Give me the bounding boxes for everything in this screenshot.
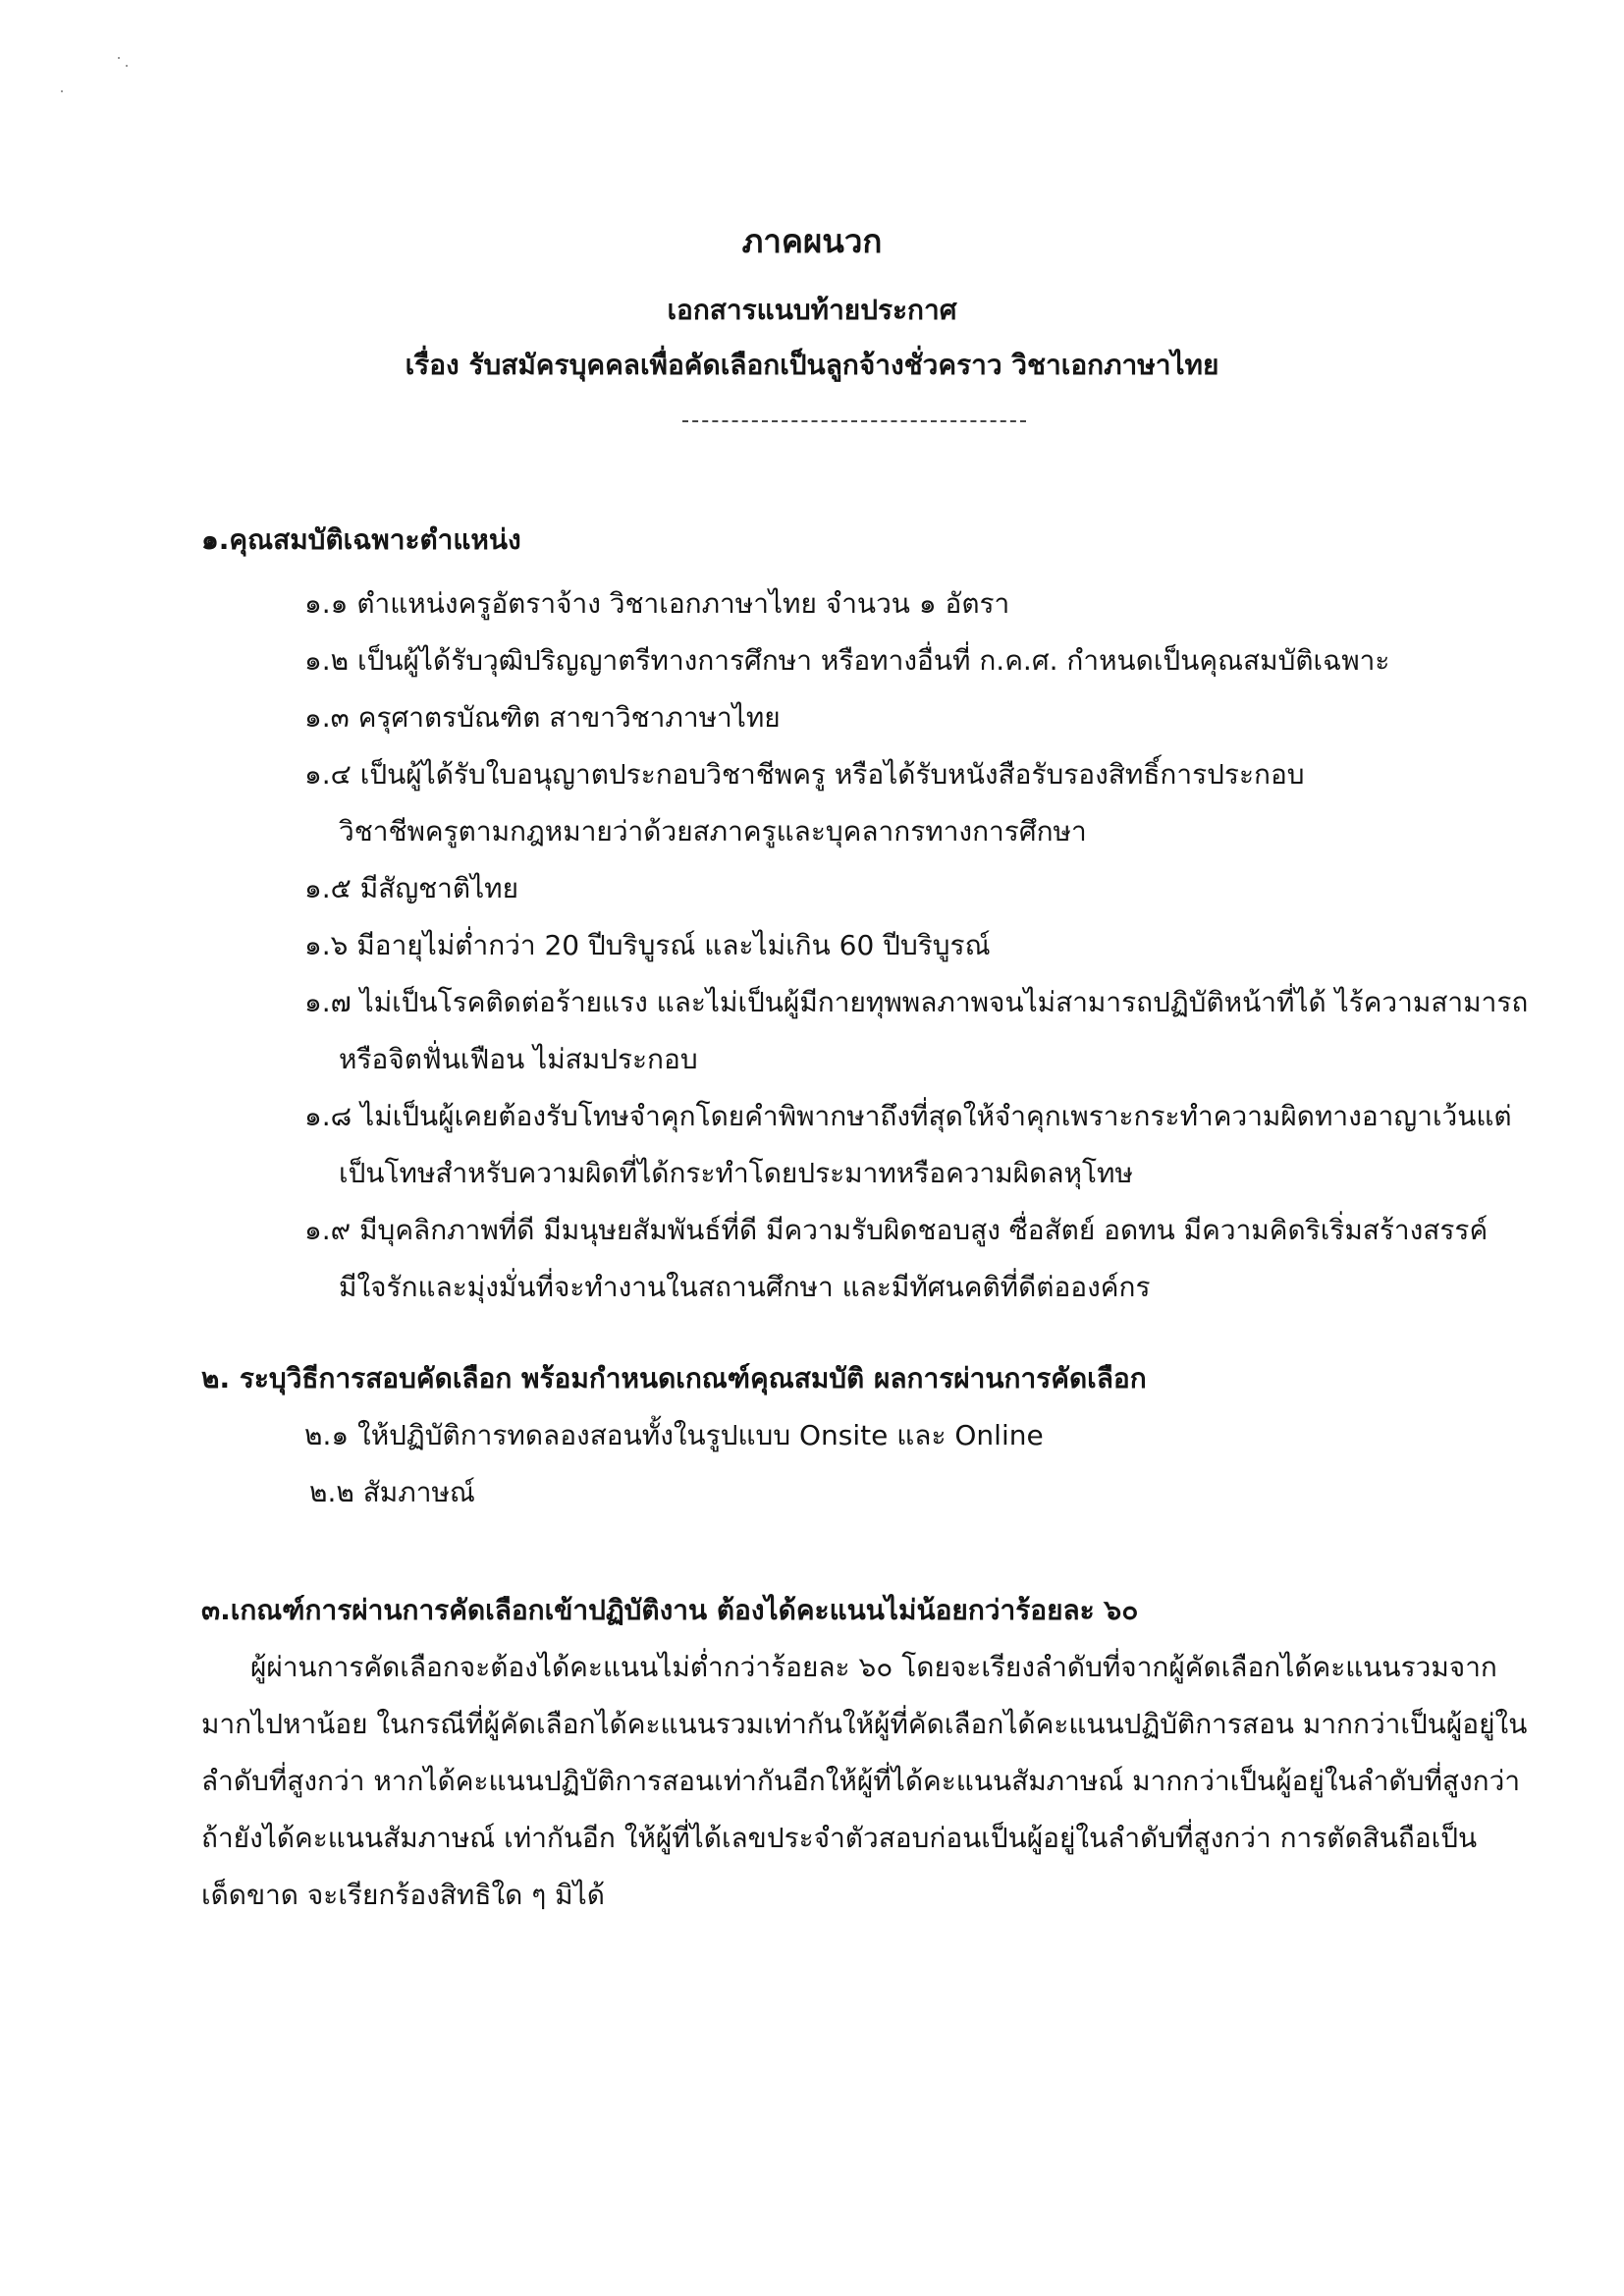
- paragraph-line: เด็ดขาด จะเรียกร้องสิทธิใด ๆ มิได้: [201, 1879, 605, 1911]
- document-subtitle: เอกสารแนบท้ายประกาศ: [667, 294, 957, 326]
- document-subject: เรื่อง รับสมัครบุคคลเพื่อคัดเลือกเป็นลูกจ้างชั่วคราว วิชาเอกภาษาไทย: [405, 349, 1219, 381]
- scan-speck: [118, 57, 120, 59]
- list-item: ๒.๑ ให้ปฏิบัติการทดลองสอนทั้งในรูปแบบ Onsite และ Online: [304, 1419, 1044, 1451]
- document-title: ภาคผนวก: [741, 222, 883, 260]
- list-item: ๑.๙ มีบุคลิกภาพที่ดี มีมนุษยสัมพันธ์ที่ดี มีความรับผิดชอบสูง ซื่อสัตย์ อดทน มีความคิดริเริ่มสร้างสรรค์: [304, 1214, 1489, 1246]
- list-item: ๑.๗ ไม่เป็นโรคติดต่อร้ายแรง และไม่เป็นผู้มีกายทุพพลภาพจนไม่สามารถปฏิบัติหน้าที่ได้ ไร้ความสามารถ: [304, 986, 1529, 1018]
- list-item: ๑.๕ มีสัญชาติไทย: [304, 872, 519, 904]
- list-item-continuation: เป็นโทษสำหรับความผิดที่ได้กระทำโดยประมาทหรือความผิดลหุโทษ: [339, 1157, 1133, 1189]
- paragraph-line: ลำดับที่สูงกว่า หากได้คะแนนปฏิบัติการสอนเท่ากันอีกให้ผู้ที่ได้คะแนนสัมภาษณ์ มากกว่าเป็นผู้อยู่ในลำดับที่สูงกว่า: [201, 1765, 1521, 1797]
- paragraph-line: ถ้ายังได้คะแนนสัมภาษณ์ เท่ากันอีก ให้ผู้ที่ได้เลขประจำตัวสอบก่อนเป็นผู้อยู่ในลำดับที่สูงกว่า การตัดสินถือเป็น: [201, 1822, 1478, 1854]
- list-item-continuation: มีใจรักและมุ่งมั่นที่จะทำงานในสถานศึกษา และมีทัศนคติที่ดีต่อองค์กร: [339, 1271, 1151, 1303]
- list-item-continuation: หรือจิตฟั่นเฟือน ไม่สมประกอบ: [339, 1043, 698, 1075]
- paragraph-line: ผู้ผ่านการคัดเลือกจะต้องได้คะแนนไม่ต่ำกว่าร้อยละ ๖๐ โดยจะเรียงลำดับที่จากผู้คัดเลือกได้คะแนนรวมจาก: [250, 1651, 1497, 1683]
- title-divider: [682, 420, 1026, 422]
- list-item: ๑.๒ เป็นผู้ได้รับวุฒิปริญญาตรีทางการศึกษา หรือทางอื่นที่ ก.ค.ศ. กำหนดเป็นคุณสมบัติเฉพาะ: [304, 644, 1390, 677]
- list-item: ๑.๘ ไม่เป็นผู้เคยต้องรับโทษจำคุกโดยคำพิพากษาถึงที่สุดให้จำคุกเพราะกระทำความผิดทางอาญาเว้นแต่: [304, 1100, 1512, 1132]
- section-1-heading: ๑.คุณสมบัติเฉพาะตำแหน่ง: [201, 523, 521, 556]
- list-item: ๑.๖ มีอายุไม่ต่ำกว่า 20 ปีบริบูรณ์ และไม่เกิน 60 ปีบริบูรณ์: [304, 929, 991, 961]
- paragraph-line: มากไปหาน้อย ในกรณีที่ผู้คัดเลือกได้คะแนนรวมเท่ากันให้ผู้ที่คัดเลือกได้คะแนนปฏิบัติการสอน มากกว่าเป็นผู้อยู่ใน: [201, 1708, 1528, 1740]
- list-item: ๒.๒ สัมภาษณ์: [309, 1476, 475, 1508]
- list-item: ๑.๑ ตำแหน่งครูอัตราจ้าง วิชาเอกภาษาไทย จำนวน ๑ อัตรา: [304, 587, 1010, 620]
- list-item: ๑.๓ ครุศาตรบัณฑิต สาขาวิชาภาษาไทย: [304, 701, 781, 734]
- list-item: ๑.๔ เป็นผู้ได้รับใบอนุญาตประกอบวิชาชีพครู หรือได้รับหนังสือรับรองสิทธิ์การประกอบ: [304, 758, 1305, 791]
- list-item-continuation: วิชาชีพครูตามกฎหมายว่าด้วยสภาครูและบุคลากรทางการศึกษา: [339, 815, 1087, 847]
- section-2-heading: ๒. ระบุวิธีการสอบคัดเลือก พร้อมกำหนดเกณฑ์คุณสมบัติ ผลการผ่านการคัดเลือก: [201, 1362, 1147, 1394]
- scan-speck: [126, 65, 128, 67]
- scan-speck: [61, 90, 63, 92]
- section-3-heading: ๓.เกณฑ์การผ่านการคัดเลือกเข้าปฏิบัติงาน ต้องได้คะแนนไม่น้อยกว่าร้อยละ ๖๐: [201, 1594, 1139, 1626]
